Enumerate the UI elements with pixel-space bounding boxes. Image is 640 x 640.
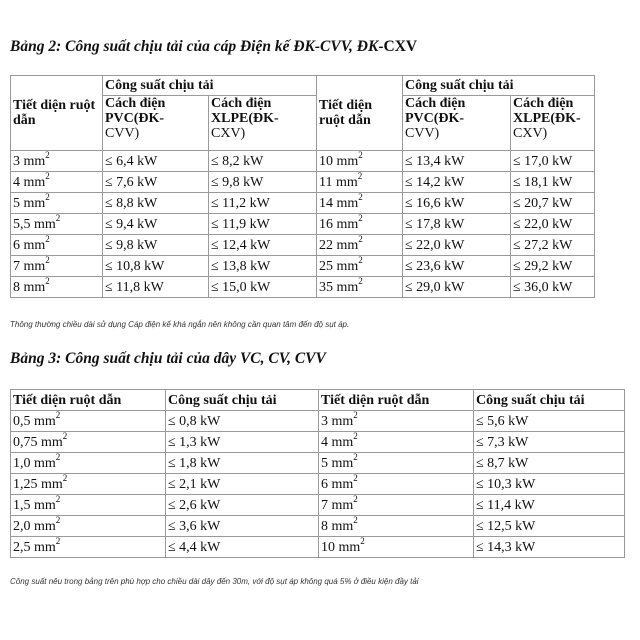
t2-col-xlpe-right: Cách điện XLPE(ĐK- CXV) (511, 96, 595, 151)
t2-col-xlpe-left: Cách điện XLPE(ĐK- CXV) (209, 96, 317, 151)
t2-size-cell: 3 $mm^2$ (11, 151, 103, 172)
table2 (10, 75, 595, 298)
table-row (11, 495, 625, 516)
t2-pvc-cell: ≤ 9,4 kW (103, 214, 209, 235)
table-row (11, 474, 625, 495)
t2-size-cell: 16 $mm^2$ (317, 214, 403, 235)
t3-power-cell: ≤ 2,6 kW (166, 495, 319, 516)
t3-size-cell: 1,25 $mm^2$ (11, 474, 166, 495)
t2-pvc-cell: ≤ 8,8 kW (103, 193, 209, 214)
table2-title-italic: Bảng 2: Công suất chịu tải của cáp Điện kế ĐK-CVV, ĐK (10, 38, 379, 55)
t3-power-cell: ≤ 1,3 kW (166, 432, 319, 453)
table-row (11, 172, 595, 193)
t2-xlpe-cell: ≤ 22,0 kW (511, 214, 595, 235)
t2-xlpe-cell: ≤ 17,0 kW (511, 151, 595, 172)
table-row (11, 151, 595, 172)
table-row (11, 235, 595, 256)
t3-size-cell: 5 $mm^2$ (319, 453, 474, 474)
t2-xlpe-cell: ≤ 36,0 kW (511, 277, 595, 298)
table3-title: Bảng 3: Công suất chịu tải của dây VC, CV, CVV (10, 350, 326, 367)
table2-note: Thông thường chiều dài sử dụng Cáp điện kế khá ngắn nên không cần quan tâm đến độ sụt áp. (10, 320, 350, 329)
t2-size-cell: 14 $mm^2$ (317, 193, 403, 214)
t3-power-cell: ≤ 12,5 kW (474, 516, 625, 537)
table3-note: Công suất nêu trong bảng trên phù hợp cho chiều dài dây đến 30m, với độ sụt áp không quá 5% ở điều kiện đầy tải (10, 577, 419, 586)
t2-pvc-cell: ≤ 13,4 kW (403, 151, 511, 172)
t2-pvc-cell: ≤ 6,4 kW (103, 151, 209, 172)
t2-col-pvc-right: Cách điện PVC(ĐK- CVV) (403, 96, 511, 151)
t3-size-cell: 1,0 $mm^2$ (11, 453, 166, 474)
t3-size-cell: 10 $mm^2$ (319, 537, 474, 558)
t2-size-cell: 8 $mm^2$ (11, 277, 103, 298)
t2-pvc-cell: ≤ 23,6 kW (403, 256, 511, 277)
t2-size-cell: 5,5 $mm^2$ (11, 214, 103, 235)
table-row (11, 453, 625, 474)
t2-pvc-cell: ≤ 7,6 kW (103, 172, 209, 193)
table3 (10, 389, 625, 558)
t2-xlpe-cell: ≤ 9,8 kW (209, 172, 317, 193)
t2-pvc-cell: ≤ 29,0 kW (403, 277, 511, 298)
t3-power-cell: ≤ 1,8 kW (166, 453, 319, 474)
t2-xlpe-cell: ≤ 11,2 kW (209, 193, 317, 214)
t3-size-cell: 2,5 $mm^2$ (11, 537, 166, 558)
t3-size-cell: 1,5 $mm^2$ (11, 495, 166, 516)
table-row (11, 256, 595, 277)
t3-power-cell: ≤ 3,6 kW (166, 516, 319, 537)
t2-pvc-cell: ≤ 11,8 kW (103, 277, 209, 298)
t3-size-cell: 7 $mm^2$ (319, 495, 474, 516)
table2-title-plain: -CXV (378, 38, 418, 55)
t3-power-cell: ≤ 11,4 kW (474, 495, 625, 516)
t3-power-cell: ≤ 5,6 kW (474, 411, 625, 432)
t2-size-cell: 22 $mm^2$ (317, 235, 403, 256)
t2-size-cell: 35 $mm^2$ (317, 277, 403, 298)
t2-size-cell: 25 $mm^2$ (317, 256, 403, 277)
table-row (11, 277, 595, 298)
t3-size-cell: 0,5 $mm^2$ (11, 411, 166, 432)
t3-power-cell: ≤ 0,8 kW (166, 411, 319, 432)
t3-size-cell: 2,0 $mm^2$ (11, 516, 166, 537)
t2-xlpe-cell: ≤ 27,2 kW (511, 235, 595, 256)
t3-power-cell: ≤ 2,1 kW (166, 474, 319, 495)
t3-power-cell: ≤ 10,3 kW (474, 474, 625, 495)
t2-col-pvc-left: Cách điện PVC(ĐK- CVV) (103, 96, 209, 151)
t2-pvc-cell: ≤ 22,0 kW (403, 235, 511, 256)
t2-size-cell: 4 $mm^2$ (11, 172, 103, 193)
t2-xlpe-cell: ≤ 29,2 kW (511, 256, 595, 277)
t2-xlpe-cell: ≤ 11,9 kW (209, 214, 317, 235)
t2-xlpe-cell: ≤ 20,7 kW (511, 193, 595, 214)
table-row (11, 432, 625, 453)
table-row (11, 214, 595, 235)
t3-size-header-left: Tiết diện ruột dẫn (11, 390, 166, 411)
table-row (11, 411, 625, 432)
t3-power-cell: ≤ 7,3 kW (474, 432, 625, 453)
table-row (11, 537, 625, 558)
t3-size-cell: 4 $mm^2$ (319, 432, 474, 453)
t3-power-header-right: Công suất chịu tải (474, 390, 625, 411)
t2-pvc-cell: ≤ 17,8 kW (403, 214, 511, 235)
t3-size-header-right: Tiết diện ruột dẫn (319, 390, 474, 411)
t2-pvc-cell: ≤ 10,8 kW (103, 256, 209, 277)
t2-size-header-left: Tiết diện ruột dẫn (11, 76, 103, 151)
t3-power-cell: ≤ 8,7 kW (474, 453, 625, 474)
t3-size-cell: 6 $mm^2$ (319, 474, 474, 495)
table2-title (10, 38, 417, 56)
table-row (11, 193, 595, 214)
t2-size-cell: 7 $mm^2$ (11, 256, 103, 277)
t2-group-header-right: Công suất chịu tải (403, 76, 595, 96)
t2-size-cell: 10 $mm^2$ (317, 151, 403, 172)
t2-group-header-left: Công suất chịu tải (103, 76, 317, 96)
t2-size-header-right: Tiết diện ruột dẫn (317, 76, 403, 151)
t2-xlpe-cell: ≤ 12,4 kW (209, 235, 317, 256)
t2-pvc-cell: ≤ 16,6 kW (403, 193, 511, 214)
t2-size-cell: 6 $mm^2$ (11, 235, 103, 256)
t2-xlpe-cell: ≤ 8,2 kW (209, 151, 317, 172)
t3-power-header-left: Công suất chịu tải (166, 390, 319, 411)
t3-size-cell: 3 $mm^2$ (319, 411, 474, 432)
t2-size-cell: 5 $mm^2$ (11, 193, 103, 214)
t3-power-cell: ≤ 14,3 kW (474, 537, 625, 558)
t2-size-cell: 11 $mm^2$ (317, 172, 403, 193)
table-row (11, 516, 625, 537)
t3-size-cell: 8 $mm^2$ (319, 516, 474, 537)
t2-xlpe-cell: ≤ 18,1 kW (511, 172, 595, 193)
t2-pvc-cell: ≤ 9,8 kW (103, 235, 209, 256)
t3-size-cell: 0,75 $mm^2$ (11, 432, 166, 453)
t2-xlpe-cell: ≤ 15,0 kW (209, 277, 317, 298)
t2-xlpe-cell: ≤ 13,8 kW (209, 256, 317, 277)
t2-pvc-cell: ≤ 14,2 kW (403, 172, 511, 193)
t3-power-cell: ≤ 4,4 kW (166, 537, 319, 558)
